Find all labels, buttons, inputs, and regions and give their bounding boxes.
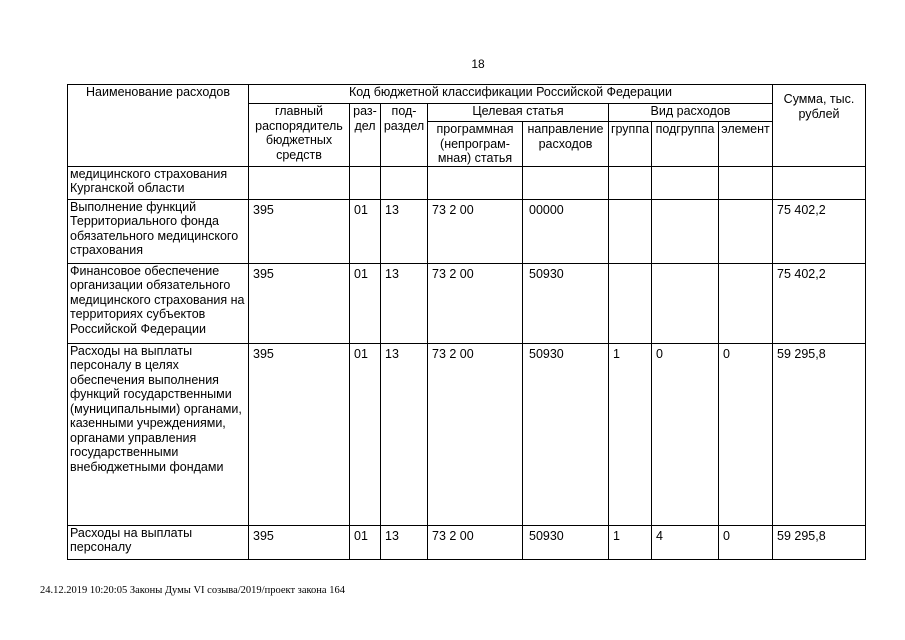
cell-subgroup: 4 bbox=[652, 525, 719, 559]
header-chief-admin: главный распорядитель бюджетных средств bbox=[249, 104, 350, 167]
cell-name: Расходы на выплаты персоналу bbox=[68, 525, 249, 559]
cell-subgroup bbox=[652, 199, 719, 263]
cell-group bbox=[609, 166, 652, 199]
cell-direction: 50930 bbox=[523, 343, 609, 525]
header-expense-type: Вид расходов bbox=[609, 104, 773, 122]
cell-direction: 00000 bbox=[523, 199, 609, 263]
cell-subsection: 13 bbox=[381, 525, 428, 559]
cell-sum bbox=[773, 166, 866, 199]
cell-subgroup bbox=[652, 263, 719, 343]
cell-subsection: 13 bbox=[381, 199, 428, 263]
cell-chief: 395 bbox=[249, 199, 350, 263]
cell-section: 01 bbox=[350, 525, 381, 559]
budget-table bbox=[67, 84, 866, 560]
cell-name: Выполнение функций Территориального фонда обязательного медицинского страхования bbox=[68, 199, 249, 263]
cell-chief bbox=[249, 166, 350, 199]
cell-direction: 50930 bbox=[523, 263, 609, 343]
cell-direction bbox=[523, 166, 609, 199]
cell-direction: 50930 bbox=[523, 525, 609, 559]
table-row bbox=[68, 166, 866, 199]
header-group: группа bbox=[609, 122, 652, 167]
table-row bbox=[68, 343, 866, 525]
header-element: элемент bbox=[719, 122, 773, 167]
cell-sum: 75 402,2 bbox=[773, 199, 866, 263]
cell-sum: 75 402,2 bbox=[773, 263, 866, 343]
header-subsection: под- раздел bbox=[381, 104, 428, 167]
cell-section: 01 bbox=[350, 263, 381, 343]
cell-sum: 59 295,8 bbox=[773, 343, 866, 525]
cell-chief: 395 bbox=[249, 343, 350, 525]
cell-section: 01 bbox=[350, 199, 381, 263]
cell-subsection: 13 bbox=[381, 263, 428, 343]
cell-chief: 395 bbox=[249, 525, 350, 559]
cell-subsection bbox=[381, 166, 428, 199]
cell-element: 0 bbox=[719, 525, 773, 559]
table-row bbox=[68, 199, 866, 263]
header-code-group: Код бюджетной классификации Российской Федерации bbox=[249, 85, 773, 104]
document-footer: 24.12.2019 10:20:05 Законы Думы VI созыва/2019/проект закона 164 bbox=[40, 585, 345, 596]
cell-program: 73 2 00 bbox=[428, 263, 523, 343]
cell-program bbox=[428, 166, 523, 199]
cell-element bbox=[719, 263, 773, 343]
table-row bbox=[68, 263, 866, 343]
cell-subsection: 13 bbox=[381, 343, 428, 525]
cell-name: медицинского страхования Курганской области bbox=[68, 166, 249, 199]
cell-section bbox=[350, 166, 381, 199]
cell-program: 73 2 00 bbox=[428, 525, 523, 559]
cell-subgroup: 0 bbox=[652, 343, 719, 525]
header-section: раз- дел bbox=[350, 104, 381, 167]
cell-name: Расходы на выплаты персоналу в целях обеспечения выполнения функций государственными (муниципальными) органами, казенными учреждениями, органами управления государственными внебюджетными фондами bbox=[68, 343, 249, 525]
cell-element bbox=[719, 166, 773, 199]
cell-group: 1 bbox=[609, 525, 652, 559]
header-program-article: программная (непрограм- мная) статья bbox=[428, 122, 523, 167]
header-name: Наименование расходов bbox=[68, 85, 249, 167]
header-target-article: Целевая статья bbox=[428, 104, 609, 122]
cell-group bbox=[609, 199, 652, 263]
cell-element: 0 bbox=[719, 343, 773, 525]
cell-subgroup bbox=[652, 166, 719, 199]
table-row bbox=[68, 525, 866, 559]
cell-sum: 59 295,8 bbox=[773, 525, 866, 559]
cell-program: 73 2 00 bbox=[428, 199, 523, 263]
cell-chief: 395 bbox=[249, 263, 350, 343]
cell-element bbox=[719, 199, 773, 263]
cell-group bbox=[609, 263, 652, 343]
header-subgroup: подгруппа bbox=[652, 122, 719, 167]
header-direction: направление расходов bbox=[523, 122, 609, 167]
cell-name: Финансовое обеспечение организации обязательного медицинского страхования на территориях субъектов Российской Федерации bbox=[68, 263, 249, 343]
cell-program: 73 2 00 bbox=[428, 343, 523, 525]
page-number: 18 bbox=[471, 57, 485, 71]
cell-group: 1 bbox=[609, 343, 652, 525]
header-sum: Сумма, тыс. рублей bbox=[773, 85, 866, 167]
cell-section: 01 bbox=[350, 343, 381, 525]
